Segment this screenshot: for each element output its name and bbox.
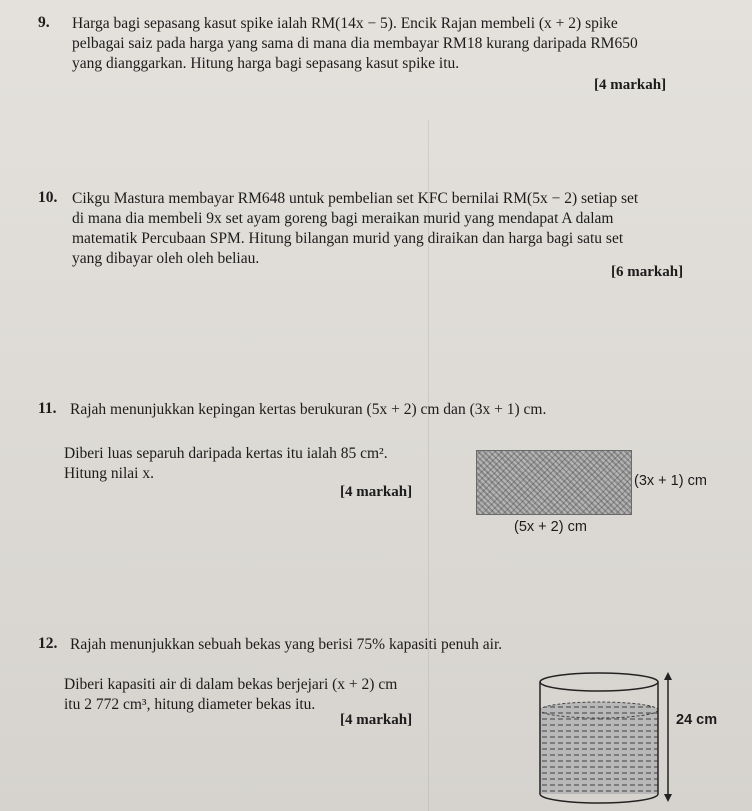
q9-marks: [4 markah]	[594, 77, 667, 93]
q9-text	[72, 14, 638, 74]
q9-line3: yang dianggarkan. Hitung harga bagi sepasang kasut spike itu.	[72, 55, 460, 72]
q10-line4: yang dibayar oleh oleh beliau.	[72, 250, 260, 267]
q11-number: 11.	[38, 400, 57, 417]
q10-line2: di mana dia membeli 9x set ayam goreng bagi meraikan murid yang mendapat A dalam	[72, 210, 614, 227]
q10-marks: [6 markah]	[611, 264, 684, 280]
q12-marks: [4 markah]	[340, 712, 413, 728]
cylinder-figure	[534, 668, 674, 808]
q11-line1	[70, 400, 546, 420]
q12-given	[64, 675, 397, 715]
water-fill	[540, 710, 658, 794]
q10-line1: Cikgu Mastura membayar RM648 untuk pembelian set KFC bernilai RM(5x − 2) setiap set	[72, 190, 639, 207]
q9-line2: pelbagai saiz pada harga yang sama di mana dia membayar RM18 kurang daripada RM650	[72, 35, 638, 52]
q12-number: 12.	[38, 635, 58, 652]
q12-capacity-text: Diberi kapasiti air di dalam bekas berjejari (x + 2) cm	[64, 676, 398, 693]
q11-intro: Rajah menunjukkan kepingan kertas berukuran (5x + 2) cm dan (3x + 1) cm.	[70, 401, 547, 418]
cylinder-height-label: 24 cm	[676, 712, 718, 728]
cylinder-top	[540, 673, 658, 691]
q12-intro: Rajah menunjukkan sebuah bekas yang berisi 75% kapasiti penuh air.	[70, 636, 503, 653]
q10-line3: matematik Percubaan SPM. Hitung bilangan murid yang diraikan dan harga bagi satu set	[72, 230, 624, 247]
arrow-down-icon	[664, 794, 672, 802]
q10-text	[72, 189, 638, 269]
q10-number: 10.	[38, 189, 58, 206]
q11-marks: [4 markah]	[340, 484, 413, 500]
q11-given	[64, 444, 388, 484]
cylinder-base	[540, 794, 658, 803]
q9-line1: Harga bagi sepasang kasut spike ialah RM(14x − 5). Encik Rajan membeli (x + 2) spike	[72, 15, 618, 32]
q12-line1	[70, 635, 502, 655]
water-surface	[540, 702, 658, 718]
q11-area-text: Diberi luas separuh daripada kertas itu ialah 85 cm².	[64, 445, 388, 462]
rect-width-label: (5x + 2) cm	[514, 519, 587, 535]
rect-height-label: (3x + 1) cm	[634, 473, 707, 489]
arrow-up-icon	[664, 672, 672, 680]
q9-number: 9.	[38, 14, 50, 31]
q12-volume-text: itu 2 772 cm³, hitung diameter bekas itu.	[64, 696, 316, 713]
paper-rectangle-figure	[476, 450, 632, 515]
q11-find-text: Hitung nilai x.	[64, 465, 154, 482]
